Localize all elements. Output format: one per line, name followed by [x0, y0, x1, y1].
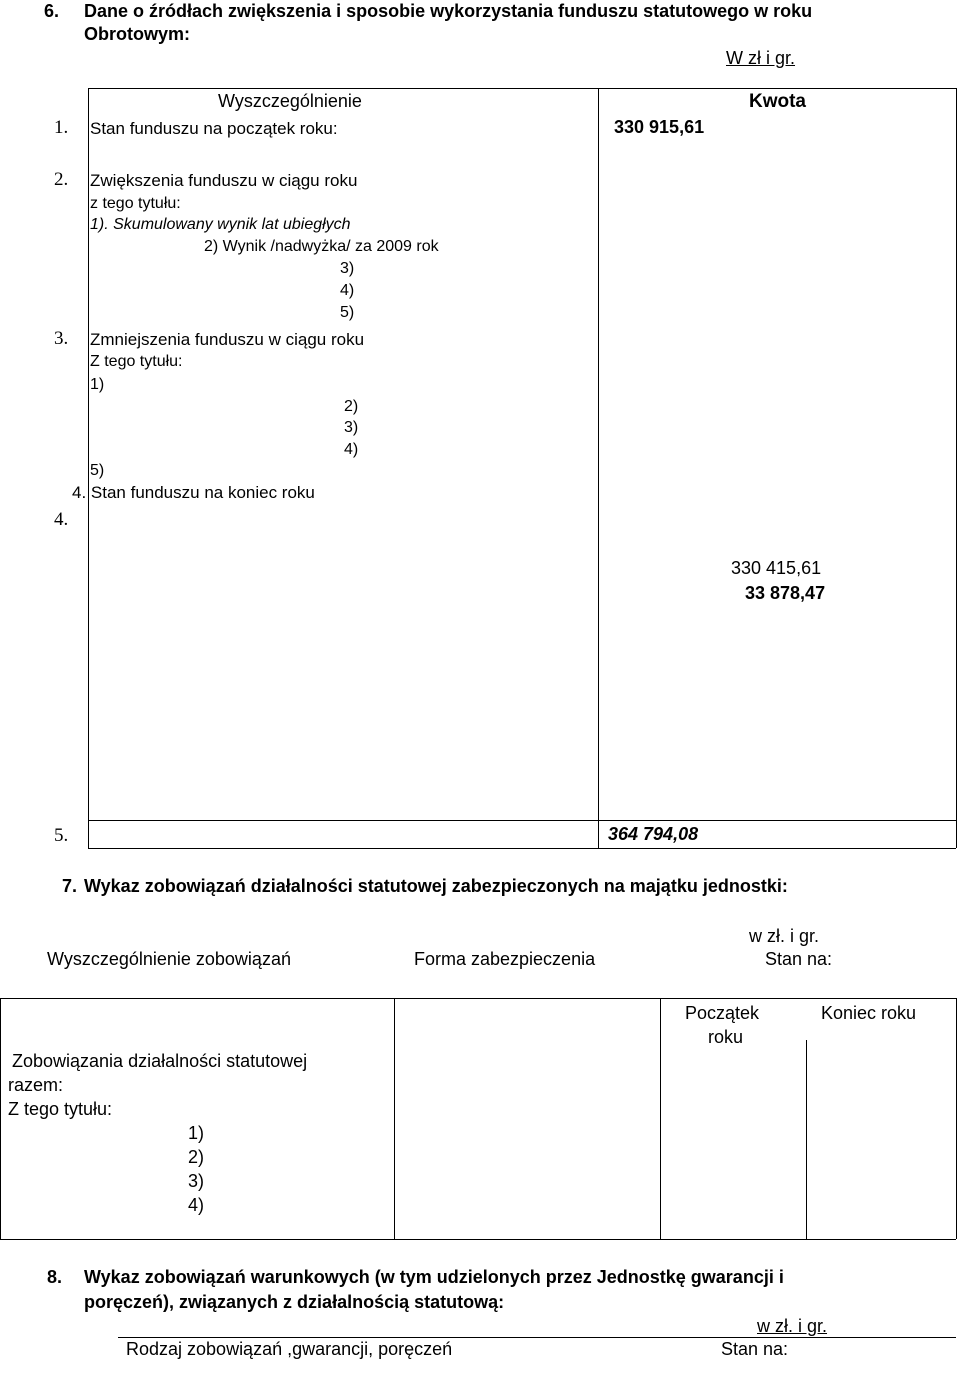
column-header: Wyszczególnienie zobowiązań [47, 949, 291, 969]
section-number: 7. [62, 876, 78, 896]
row-number: 3. [54, 328, 69, 349]
column-header: Stan na: [765, 949, 833, 969]
column-header-amount: Kwota [749, 91, 806, 112]
row-number: 4. [54, 509, 69, 530]
column-header: Rodzaj zobowiązań ,gwarancji, poręczeń [126, 1339, 453, 1359]
row-item: 1). Skumulowany wynik lat ubiegłych [90, 216, 351, 233]
row-value: 330 415,61 [731, 558, 822, 578]
column-header-description: Wyszczególnienie [218, 91, 362, 111]
row-label: Zwiększenia funduszu w ciągu roku [90, 171, 358, 190]
row-number: 5. [54, 825, 69, 846]
body-label: razem: [8, 1075, 64, 1095]
row-item: 2) [344, 398, 359, 415]
section-number: 6. [44, 1, 60, 21]
column-header: Forma zabezpieczenia [414, 949, 596, 969]
row-item: 2) Wynik /nadwyżka/ za 2009 rok [204, 238, 439, 255]
row-item: 1) [90, 376, 105, 393]
row-subtitle: Z tego tytułu: [90, 353, 183, 370]
unit-label: W zł i gr. [726, 48, 796, 68]
list-item: 2) [188, 1147, 205, 1167]
row-item: 3) [344, 419, 359, 436]
subheader-end: Koniec roku [821, 1003, 917, 1023]
row-number: 2. [54, 169, 69, 190]
section-number: 8. [47, 1267, 63, 1287]
row-item: 5) [90, 462, 105, 479]
column-header: Stan na: [721, 1339, 789, 1359]
row-item: 4) [344, 441, 359, 458]
row-item: 5) [340, 304, 355, 321]
unit-label: w zł. i gr. [749, 926, 820, 946]
section-title-cont: poręczeń), związanych z działalnością statutową: [84, 1292, 505, 1312]
row-label: Stan funduszu na początek roku: [90, 119, 338, 138]
unit-label: w zł. i gr. [757, 1316, 828, 1336]
row-value: 330 915,61 [614, 117, 705, 137]
section-title: Wykaz zobowiązań warunkowych (w tym udzielonych przez Jednostkę gwarancji i [84, 1267, 784, 1287]
section-title: Dane o źródłach zwiększenia i sposobie wykorzystania funduszu statutowego w roku [84, 1, 813, 21]
body-label: Z tego tytułu: [8, 1099, 113, 1119]
subheader-start: Początek [685, 1003, 760, 1023]
row-value: 33 878,47 [745, 583, 826, 603]
section-title-cont: Obrotowym: [84, 24, 190, 44]
row-subtitle: z tego tytułu: [90, 195, 181, 212]
row-item: 3) [340, 260, 355, 277]
list-item: 1) [188, 1123, 205, 1143]
row-number: 1. [54, 117, 69, 138]
section-title: Wykaz zobowiązań działalności statutowej zabezpieczonych na majątku jednostki: [84, 876, 788, 896]
subheader-start-cont: roku [708, 1027, 744, 1047]
row-item: 4) [340, 282, 355, 299]
list-item: 4) [188, 1195, 205, 1215]
row-label: 4. Stan funduszu na koniec roku [72, 483, 315, 502]
row-value: 364 794,08 [608, 824, 699, 844]
list-item: 3) [188, 1171, 205, 1191]
row-label: Zmniejszenia funduszu w ciągu roku [90, 330, 365, 349]
body-label: Zobowiązania działalności statutowej [12, 1051, 308, 1071]
